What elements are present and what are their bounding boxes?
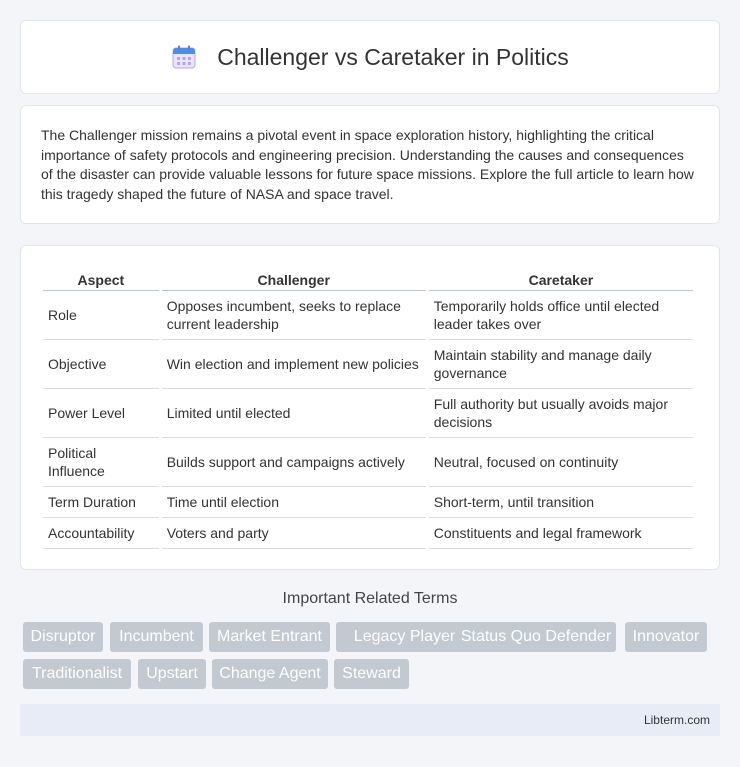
footer-brand[interactable]: Libterm.com (643, 713, 710, 727)
cell-aspect: Accountability (43, 518, 159, 549)
page-title: Challenger vs Caretaker in Politics (217, 43, 569, 70)
tag-steward[interactable]: Steward (334, 659, 409, 689)
header-challenger: Challenger (162, 266, 426, 291)
cell-challenger: Win election and implement new policies (162, 340, 426, 389)
tag-status-quo-defender[interactable]: Status Quo Defender (456, 622, 616, 652)
tag-innovator[interactable]: Innovator (625, 622, 707, 652)
table-row (43, 487, 693, 518)
cell-challenger: Time until election (162, 487, 426, 518)
tag-market-entrant[interactable]: Market Entrant (209, 622, 330, 652)
tag-change-agent[interactable]: Change Agent (212, 659, 328, 689)
tag-upstart[interactable]: Upstart (138, 659, 206, 689)
cell-caretaker: Constituents and legal framework (429, 518, 693, 549)
cell-aspect: Objective (43, 340, 159, 389)
cell-caretaker: Short-term, until transition (429, 487, 693, 518)
calendar-icon (171, 44, 197, 70)
cell-challenger: Builds support and campaigns actively (162, 438, 426, 487)
cell-challenger: Opposes incumbent, seeks to replace current leadership (162, 291, 426, 340)
table-row (43, 438, 693, 487)
intro-paragraph: The Challenger mission remains a pivotal event in space exploration history, highlighting the critical importance of safety protocols and engineering precision. Understanding the causes and consequences of the disaster can provide valuable lessons for future space missions. Explore the full article to learn how this tragedy shaped the future of NASA and space travel. (41, 127, 694, 202)
comparison-table-card (20, 245, 720, 570)
tag-legacy-player[interactable]: Legacy Player (336, 622, 473, 652)
cell-caretaker: Full authority but usually avoids major decisions (429, 389, 693, 438)
header-aspect: Aspect (43, 266, 159, 291)
tag-traditionalist[interactable]: Traditionalist (23, 659, 131, 689)
table-row (43, 291, 693, 340)
cell-aspect: Role (43, 291, 159, 340)
footer (20, 704, 720, 736)
related-terms-title: Important Related Terms (282, 590, 458, 607)
cell-caretaker: Neutral, focused on continuity (429, 438, 693, 487)
header-caretaker: Caretaker (429, 266, 693, 291)
table-row (43, 340, 693, 389)
table-row (43, 389, 693, 438)
tag-disruptor[interactable]: Disruptor (23, 622, 103, 652)
table-row (43, 518, 693, 549)
cell-challenger: Limited until elected (162, 389, 426, 438)
cell-caretaker: Temporarily holds office until elected leader takes over (429, 291, 693, 340)
cell-aspect: Term Duration (43, 487, 159, 518)
tag-incumbent[interactable]: Incumbent (110, 622, 203, 652)
cell-challenger: Voters and party (162, 518, 426, 549)
header-card (20, 20, 720, 94)
cell-aspect: Power Level (43, 389, 159, 438)
intro-card (20, 105, 720, 224)
cell-aspect: Political Influence (43, 438, 159, 487)
table-header-row (43, 266, 693, 291)
comparison-table (40, 266, 696, 549)
cell-caretaker: Maintain stability and manage daily governance (429, 340, 693, 389)
